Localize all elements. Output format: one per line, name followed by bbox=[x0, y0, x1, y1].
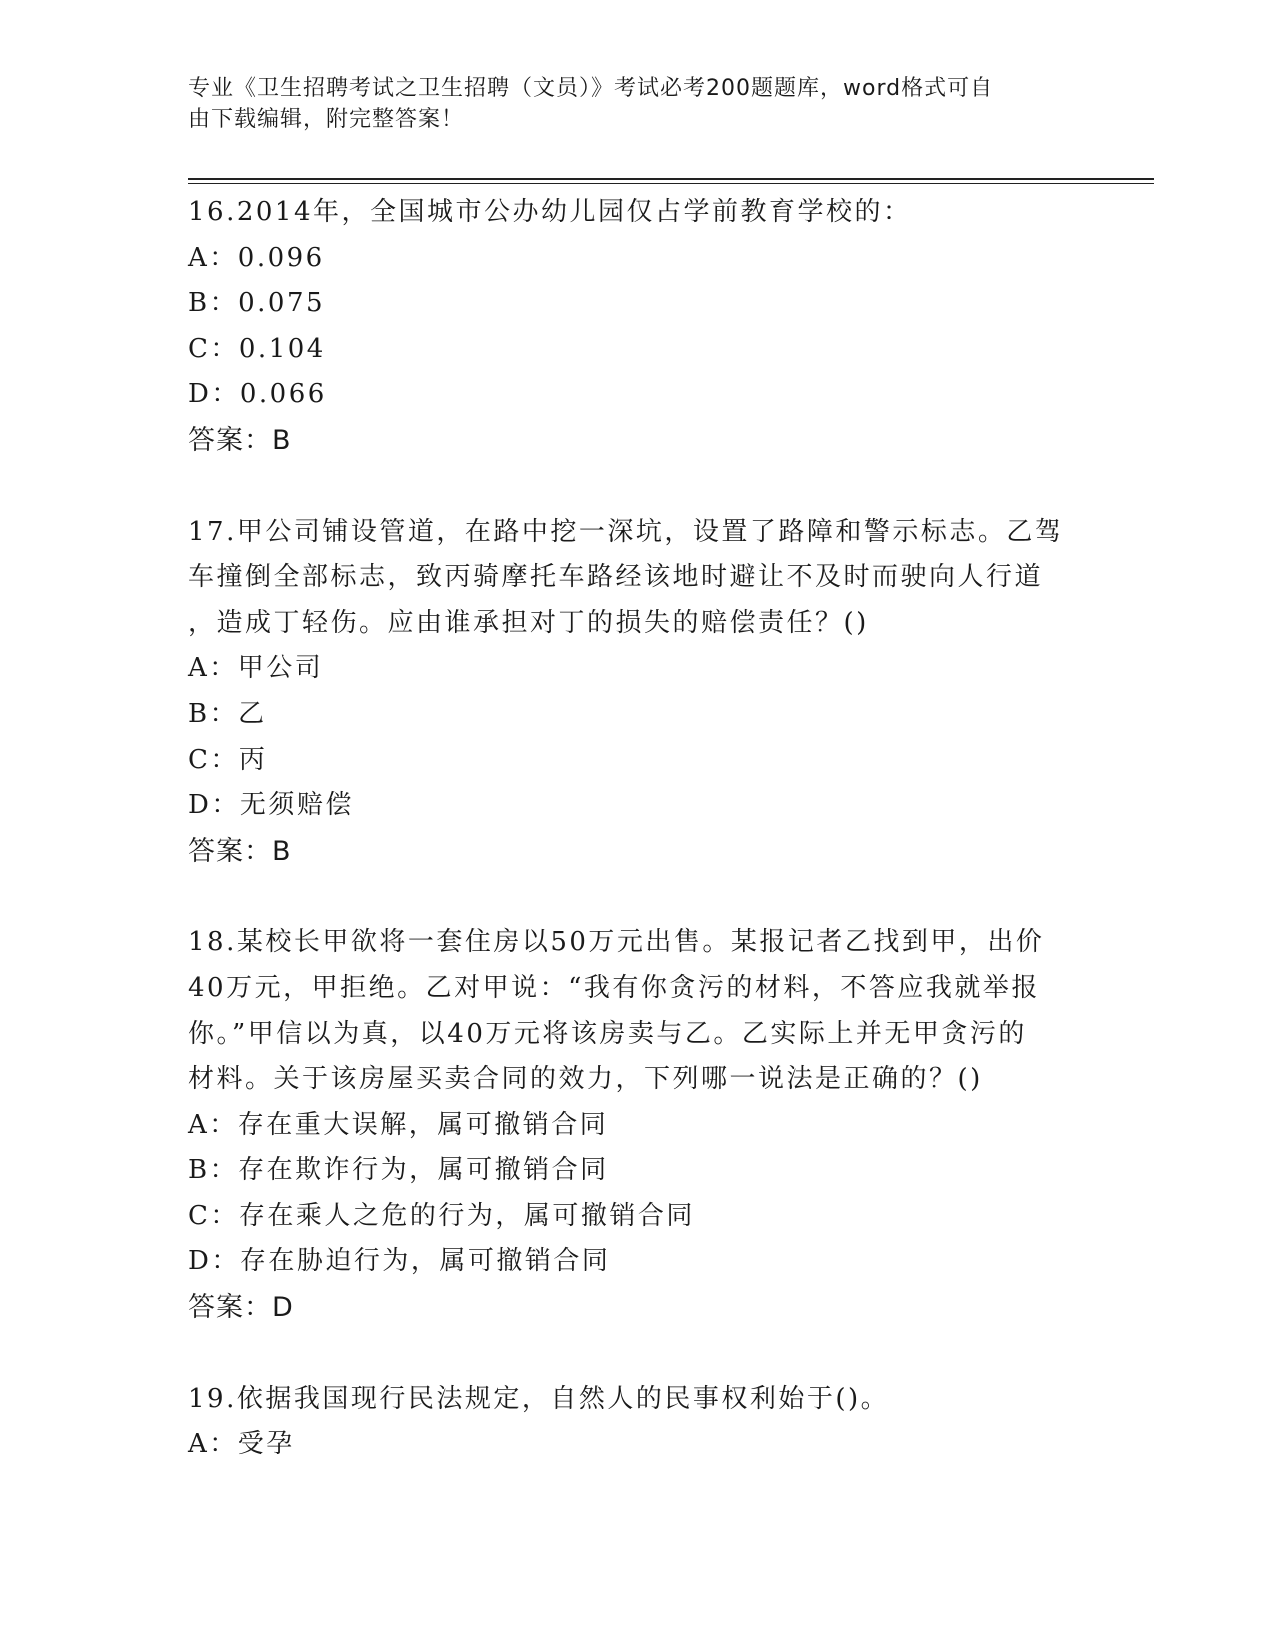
question-text-line: ，造成丁轻伤。应由谁承担对丁的损失的赔偿责任？() bbox=[188, 607, 869, 638]
question-text-line: 车撞倒全部标志，致丙骑摩托车路经该地时避让不及时而驶向人行道 bbox=[188, 562, 1044, 593]
question-block bbox=[188, 190, 1088, 464]
question-block bbox=[188, 1377, 1088, 1468]
answer-value: D bbox=[272, 1292, 293, 1324]
answer-line bbox=[188, 418, 1088, 464]
question-text-line: 19.依据我国现行民法规定，自然人的民事权利始于()。 bbox=[188, 1383, 890, 1414]
answer-option: C：存在乘人之危的行为，属可撤销合同 bbox=[188, 1200, 695, 1231]
answer-line bbox=[188, 1285, 1088, 1331]
question-text-line: 材料。关于该房屋买卖合同的效力，下列哪一说法是正确的？() bbox=[188, 1064, 983, 1095]
answer-option: B：乙 bbox=[188, 698, 267, 729]
question-text-line: 18.某校长甲欲将一套住房以50万元出售。某报记者乙找到甲，出价 bbox=[188, 927, 1045, 958]
header-divider-thin bbox=[188, 183, 1154, 184]
answer-option: A：甲公司 bbox=[188, 653, 324, 684]
answer-value: B bbox=[272, 424, 291, 456]
question-text-line: 40万元，甲拒绝。乙对甲说：“我有你贪污的材料，不答应我就举报 bbox=[188, 972, 1040, 1003]
question-text-line: 16.2014年，全国城市公办幼儿园仅占学前教育学校的： bbox=[188, 197, 912, 227]
question-text-line: 17.甲公司铺设管道，在路中挖一深坑，设置了路障和警示标志。乙驾 bbox=[188, 516, 1064, 547]
answer-option: A：受孕 bbox=[188, 1429, 295, 1460]
answer-option: D：无须赔偿 bbox=[188, 790, 354, 821]
answer-option: A：0.096 bbox=[188, 242, 325, 273]
header-divider-thick bbox=[188, 178, 1154, 180]
header-line-2: 由下载编辑，附完整答案！ bbox=[188, 107, 465, 132]
header-line-1: 专业《卫生招聘考试之卫生招聘（文员）》考试必考200题题库，word格式可自 bbox=[188, 76, 994, 101]
answer-value: B bbox=[272, 835, 291, 867]
answer-option: B：存在欺诈行为，属可撤销合同 bbox=[188, 1155, 609, 1186]
question-block bbox=[188, 510, 1088, 875]
answer-label: 答案： bbox=[188, 1292, 272, 1324]
answer-line bbox=[188, 829, 1088, 875]
question-text-line: 你。”甲信以为真，以40万元将该房卖与乙。乙实际上并无甲贪污的 bbox=[188, 1018, 1027, 1049]
document-header bbox=[188, 73, 1068, 135]
answer-option: C：丙 bbox=[188, 744, 268, 775]
answer-label: 答案： bbox=[188, 424, 272, 456]
answer-label: 答案： bbox=[188, 835, 272, 867]
answer-option: D：存在胁迫行为，属可撤销合同 bbox=[188, 1246, 611, 1277]
answer-option: C：0.104 bbox=[188, 333, 326, 364]
answer-option: D：0.066 bbox=[188, 379, 327, 410]
question-list bbox=[188, 190, 1088, 1514]
question-block bbox=[188, 920, 1088, 1330]
answer-option: A：存在重大误解，属可撤销合同 bbox=[188, 1109, 609, 1140]
answer-option: B：0.075 bbox=[188, 288, 326, 319]
